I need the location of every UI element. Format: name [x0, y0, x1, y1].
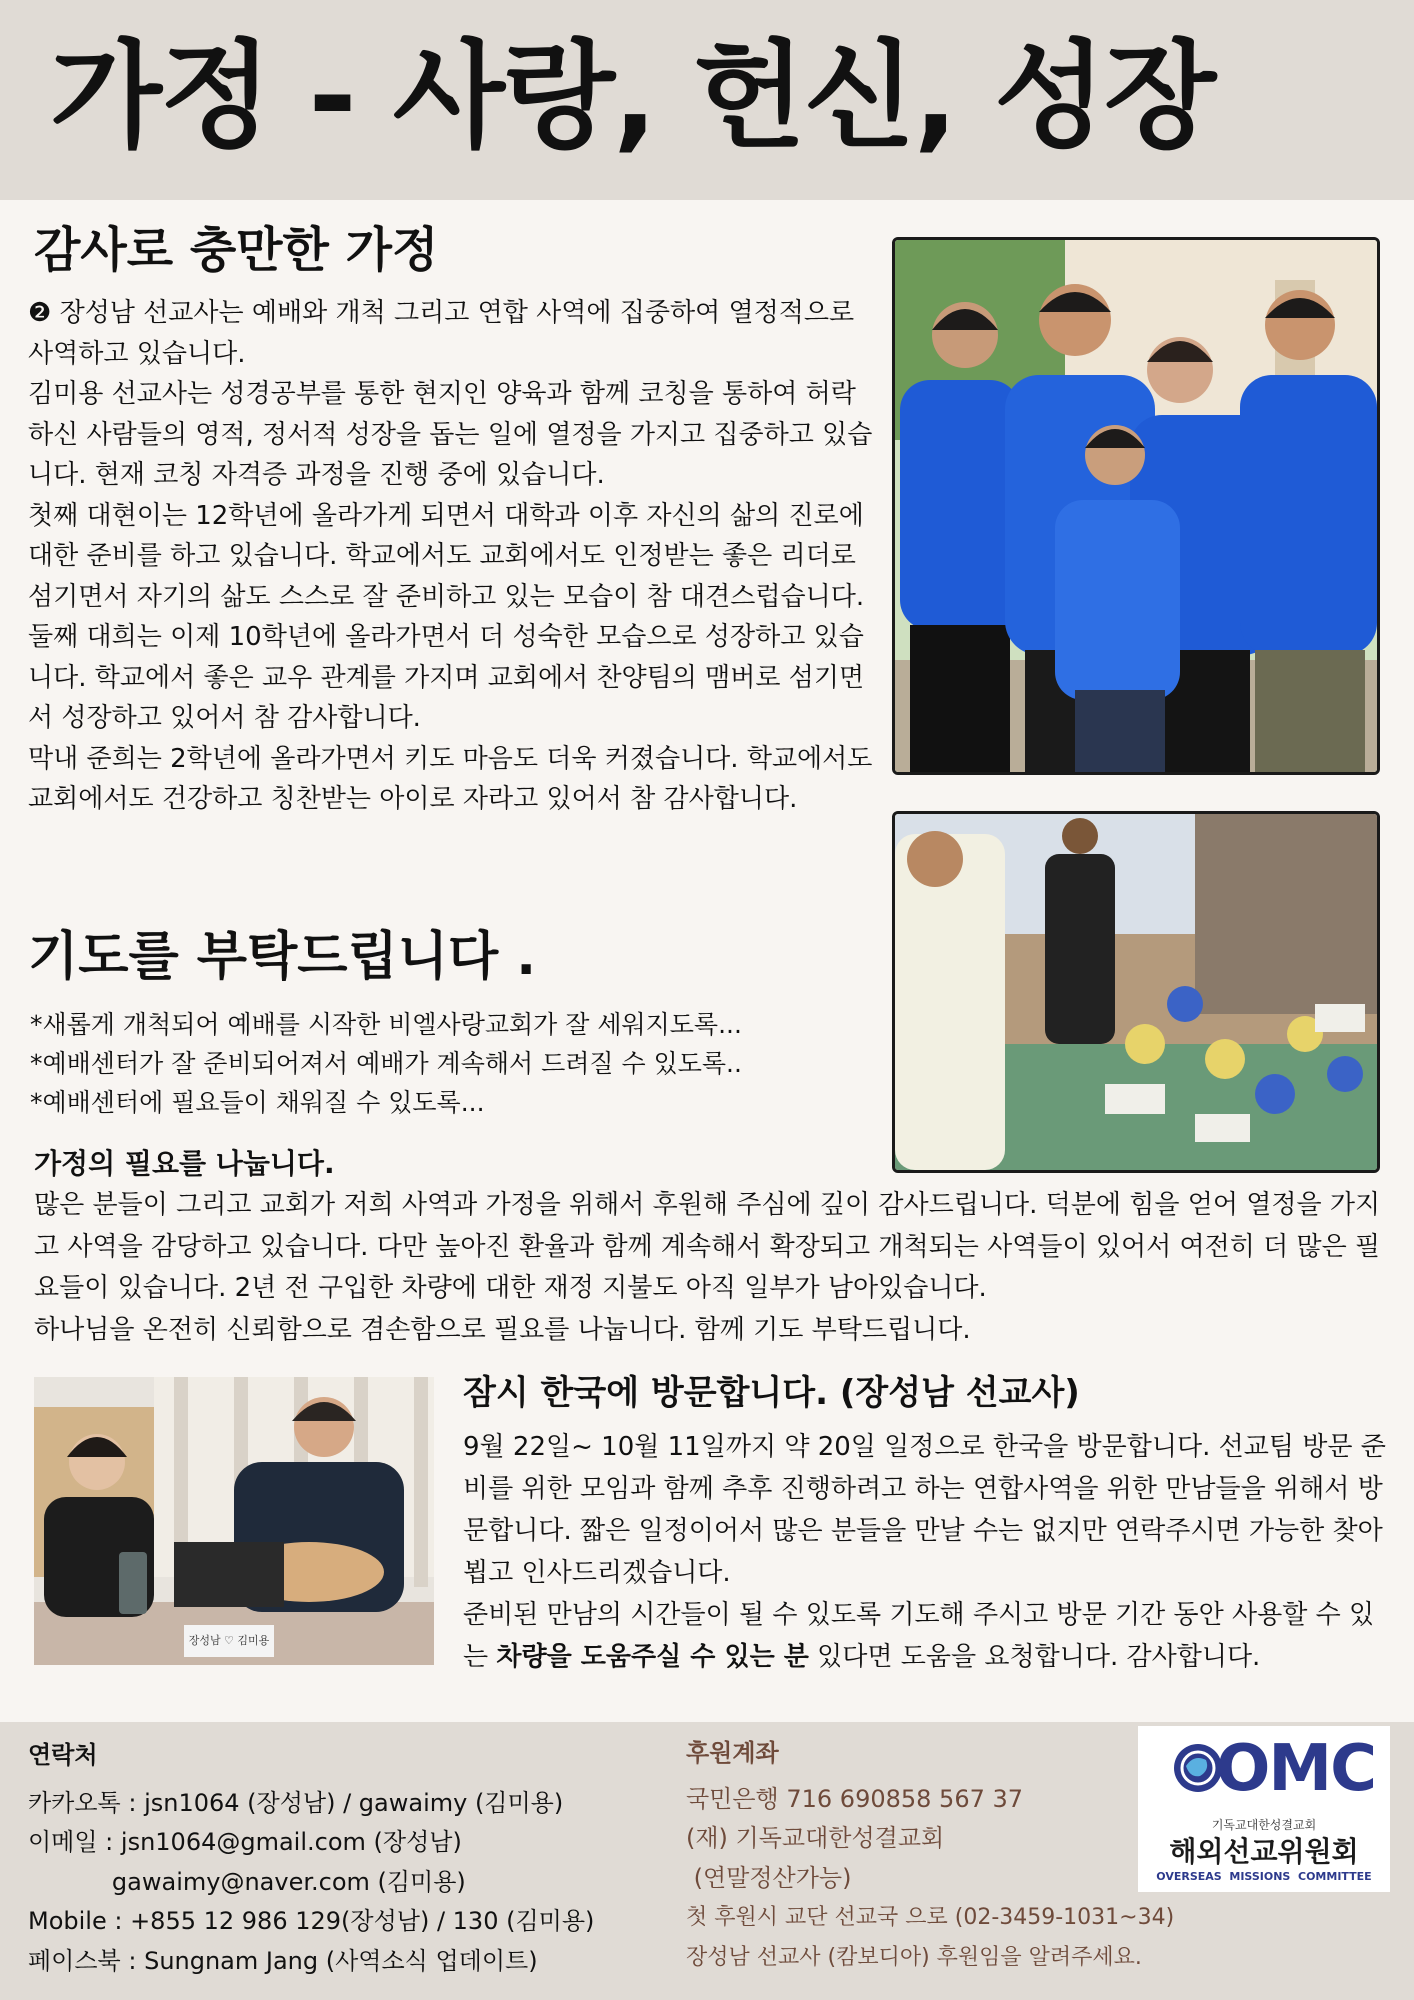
prayer-item: *예배센터가 잘 준비되어져서 예배가 계속해서 드려질 수 있도록..: [30, 1049, 742, 1078]
prayer-item: *새롭게 개척되어 예배를 시작한 비엘사랑교회가 잘 세워지도록...: [30, 1010, 742, 1039]
prayer-item: *예배센터에 필요들이 채워질 수 있도록...: [30, 1088, 485, 1117]
account-line: 국민은행 716 690858 567 37: [686, 1784, 1024, 1813]
nameplate-label: 장성남 ♡ 김미용: [188, 1634, 270, 1647]
visit-highlight: 차량을 도움주실 수 있는 분: [496, 1642, 809, 1672]
account-line: (연말정산가능): [686, 1863, 852, 1892]
korea-visit-photo: [34, 1377, 434, 1665]
visit-paragraph: [463, 1594, 1388, 1678]
needs-paragraph: 많은 분들이 그리고 교회가 저희 사역과 가정을 위해서 후원해 주심에 깊이 감사드립니다. 덕분에 힘을 얻어 열정을 가지고 사역을 감당하고 있습니다. 다만 높아진 환율과 함께 계속해서 확장되고 개척되는 사역들이 있어서 여전히 더 많은 필요들이 있습니다. 2년 전 구입한 차량에 대한 재정 지불도 아직 일부가 남아있습니다.: [34, 1190, 1381, 1303]
family-paragraph: 둘째 대희는 이제 10학년에 올라가면서 더 성숙한 모습으로 성장하고 있습니다. 학교에서 좋은 교우 관계를 가지며 교회에서 찬양팀의 맴버로 섬기면서 성장하고 있어서 참 감사합니다.: [28, 622, 865, 733]
family-photo: [892, 237, 1380, 775]
family-paragraph: 막내 준희는 2학년에 올라가면서 키도 마음도 더욱 커졌습니다. 학교에서도 교회에서도 건강하고 칭찬받는 아이로 자라고 있어서 참 감사합니다.: [28, 743, 873, 814]
family-heading: 감사로 충만한 가정: [34, 222, 439, 278]
logo-sub: 기독교대한성결교회: [1211, 1818, 1317, 1832]
contact-line: Mobile : +855 12 986 129(장성남) / 130 (김미용): [28, 1907, 595, 1935]
needs-text: [34, 1185, 1384, 1351]
visit-heading: 잠시 한국에 방문합니다. (장성남 선교사): [463, 1373, 1080, 1413]
logo-name: 해외선교위원회: [1169, 1835, 1359, 1868]
family-paragraph: 김미용 선교사는 성경공부를 통한 현지인 양육과 함께 코칭을 통하여 허락하신 사람들의 영적, 정서적 성장을 돕는 일에 열정을 가지고 집중하고 있습니다. 현재 코칭 자격증 과정을 진행 중에 있습니다.: [28, 379, 873, 490]
page-title: 가정 - 사랑, 헌신, 성장: [50, 29, 1215, 164]
contact-line: 이메일 : jsn1064@gmail.com (장성남): [28, 1828, 462, 1856]
contact-label: 연락처: [28, 1741, 98, 1769]
prayer-heading: 기도를 부탁드립니다 .: [28, 927, 537, 987]
account-note: 첫 후원시 교단 선교국 으로 (02-3459-1031~34): [686, 1905, 1175, 1930]
visit-text-after: 있다면 도움을 요청합니다. 감사합니다.: [808, 1642, 1261, 1672]
contact-block: [28, 1736, 594, 1981]
needs-paragraph: 하나님을 온전히 신뢰함으로 겸손함으로 필요를 나눕니다. 함께 기도 부탁드립니다.: [34, 1314, 971, 1345]
family-text: [28, 293, 873, 820]
contact-line: 카카오톡 : jsn1064 (장성남) / gawaimy (김미용): [28, 1788, 564, 1817]
account-line: (재) 기독교대한성결교회: [686, 1824, 945, 1852]
needs-heading: 가정의 필요를 나눕니다.: [34, 1147, 335, 1180]
logo-mark: OMC: [1216, 1732, 1376, 1806]
logo-english: OVERSEAS MISSIONS COMMITTEE: [1156, 1870, 1372, 1883]
ministry-photo: [892, 811, 1380, 1173]
visit-text: [463, 1426, 1388, 1678]
prayer-list: [30, 1005, 875, 1122]
account-note: 장성남 선교사 (캄보디아) 후원임을 알려주세요.: [686, 1944, 1142, 1970]
family-paragraph: ❷ 장성남 선교사는 예배와 개척 그리고 연합 사역에 집중하여 열정적으로 사역하고 있습니다.: [28, 298, 855, 369]
contact-line: gawaimy@naver.com (김미용): [28, 1867, 466, 1896]
omc-logo: [1138, 1726, 1390, 1892]
account-label: 후원계좌: [686, 1739, 779, 1767]
header-banner: [0, 0, 1414, 200]
visit-paragraph: 9월 22일~ 10월 11일까지 약 20일 일정으로 한국을 방문합니다. 선교팀 방문 준비를 위한 모임과 함께 추후 진행하려고 하는 연합사역을 위한 만남들을 위해서 방문합니다. 짧은 일정이어서 많은 분들을 만날 수는 없지만 연락주시면 가능한 찾아뵙고 인사드리겠습니다.: [463, 1432, 1386, 1588]
contact-line: 페이스북 : Sungnam Jang (사역소식 업데이트): [28, 1946, 538, 1975]
family-paragraph: 첫째 대현이는 12학년에 올라가게 되면서 대학과 이후 자신의 삶의 진로에 대한 준비를 하고 있습니다. 학교에서도 교회에서도 인정받는 좋은 리더로 섬기면서 자기의 삶도 스스로 잘 준비하고 있는 모습이 참 대견스럽습니다.: [28, 500, 865, 612]
account-block: [686, 1734, 1174, 1977]
visit-text-before: 준비된 만남의 시간들이 될 수 있도록 기도해 주시고 방문 기간 동안 사용할 수 있는: [463, 1600, 1375, 1672]
